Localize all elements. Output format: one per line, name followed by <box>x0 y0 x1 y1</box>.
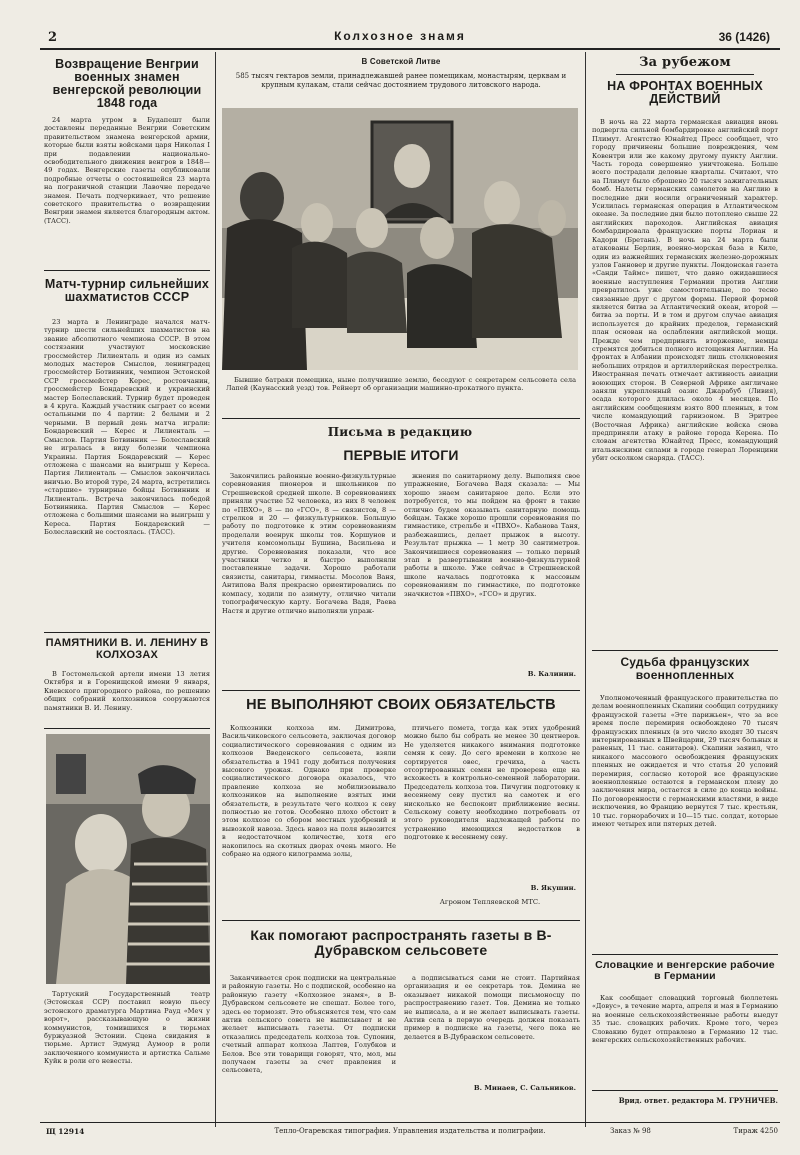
prisoners-text: Уполномоченный французского правительства по делам военнопленных Скапини сообщил сотруднику французской газеты «Эте парижьен», что за все время после перемирия освобождено 70 тысяч французских пленных (в это число входят 30 тысяч интернированных в Швейцарии, 29 тысяч больных и раненых, 11 тыс. санитаров). Скапини заявил, что никакого массового освобождения французских пленных не ожидается и что статья 20 условий перемирия, согласно которой все французские военнопленные остаются в германском плену до заключения мира, остается в силе до конца войны. По договоренности с германскими властями, в виде исключения, во Францию вернутся 7 тыс. крестьян, 10 тыс. горнорабочих и 10—15 тыс. солдат, которые имеют четырех или пятерых детей. <box>592 694 778 829</box>
abroad-headline: НА ФРОНТАХ ВОЕННЫХ ДЕЙСТВИЙ <box>607 80 763 107</box>
letters-rubric: Письма в редакцию <box>327 426 473 439</box>
obligations-signature-role: Агроном Тепляевской МТС. <box>439 898 541 906</box>
divider <box>592 1090 778 1091</box>
divider <box>592 954 778 955</box>
hungary-headline: Возвращение Венгрии военных знамен венгерской революции 1848 года <box>52 58 202 111</box>
obligations-text-col2: птичьего помета, тогда как этих удобрений можно было бы собрать не менее 30 центнеров. Не уделяется никакого внимания подготовке семян к севу. До сего времени в колхозе не сортируется овес, гречиха, а часть отсортированных семян не проверена еще на всхожесть в контрольно-семенной лаборатории. Председатель колхоза тов. Пичугин подготовку к весеннему севу пустил на самотек и его нисколько не беспокоит приближение весны. Сельскому совету необходимо потребовать от этого руководителя надлежащей работы по устранению имеющихся недостатков в подготовке к весеннему севу. <box>404 724 580 842</box>
abroad-rubric: За рубежом <box>639 56 731 70</box>
prisoners-article <box>592 694 778 950</box>
workers-text: Как сообщает словацкий торговый бюллетень «Довус», в течение марта, апреля и мая в Германию на военные сельскохозяйственные работы выедут 35 тыс. словацких рабочих. Кроме того, через Словакию будет отправлено в Германию 12 тыс. венгерских сельскохозяйственных рабочих. <box>592 994 778 1045</box>
lenin-headline: ПАМЯТНИКИ В. И. ЛЕНИНУ В КОЛХОЗАХ <box>45 638 209 661</box>
divider <box>222 418 580 419</box>
chess-headline: Матч-турнир сильнейших шахматистов СССР <box>44 278 210 305</box>
letters-text-col2: жнения по санитарному делу. Выполняя свое упражнение, Богачева Вадя сказала: — Мы хорошо знаем санитарное дело. Если это потребуется, то мы пойдем на фронт в такие отлично будем оказывать санитарную помощь бойцам. Также хорошо прошли соревнования по гимнастике, стрельбе и «ПВХО». Кабанова Таня, разбежавшись, делает прыжок в высоту. Результат прыжка — 1 метр 30 сантиметров. Закончившиеся соревнования — только первый этап в развертывании военно-физкультурной работы в школе. Уже сейчас в Стрешневской школе началась подготовка к массовым соревнованиям по гимнастике, по подготовке значкистов «ПВХО», «ГСО» и других. <box>404 472 580 598</box>
footer-circulation: Тираж 4250 <box>733 1127 778 1135</box>
obligations-signature: В. Якушин. <box>530 884 576 892</box>
abroad-article <box>592 118 778 646</box>
rubric-underline <box>616 74 754 75</box>
chess-text: 23 марта в Ленинграде начался матч-турнир шести сильнейших шахматистов на звание абсолютного чемпиона СССР. В этом состязании участвуют московские гроссмейстер Лилиенталь и один из самых молодых мастеров Смыслов, ленинградец гроссмейстер Ботвинник, чемпион Эстонской ССР гроссмейстер Керес, ростовчанин, гроссмейстер Бондаревский и украинский мастер Болеславский. Турнир будет проведен в 4 круга. Каждый участник сыграет со всеми остальными по 4 партии: 2 белыми и 2 черными. В первый день матча играли: Бондаревский — Керес и Лилиенталь — Смыслов. Партия Ботвинник — Болеславский не игралась в виду болезни чемпиона Украины. Партия Бондаревский — Керес отложена с шансами на выигрыш у Кереса. Партия Лилиенталь — Смыслов закончилась вничью. Во второй туре, 24 марта, встретились «старшие» турнирные бойцы Ботвинник и Лилиенталь. Встреча закончилась победой Ботвинника. Партия Смыслов — Керес отложена с большими шансами на выигрыш у Кереса. Партия Бондаревский — Болеславский не состоялась. (ТАСС). <box>44 318 210 537</box>
newspapers-signatures: В. Минаев, С. Сальников. <box>473 1084 576 1092</box>
lithuania-caption-text: Бывшие батраки помещика, ныне получившие землю, беседуют с секретарем сельсовета села Лапей (Каунасский уезд) тов. Рейнерт об организации машинно-прокатного пункта. <box>226 376 576 393</box>
letters-article-col1 <box>222 472 396 682</box>
divider <box>222 690 580 691</box>
newspapers-article-col2 <box>404 974 580 1078</box>
newspapers-text-col2: а подписываться сами не стоит. Партийная организация и ее секретарь тов. Демина не оказывает никакой помощи письмоносцу по распространению газет. Тов. Демина не только не выписала, а и не желает выписывать газеты. Актив села в первую очередь должен показать пример в подписке на газеты, чего пока не делается в В-Дубравском сельсовете. <box>404 974 580 1041</box>
prisoners-headline: Судьба французских военнопленных <box>620 656 750 682</box>
issue-number: 36 (1426) <box>718 30 770 44</box>
lithuania-headline: В Советской Литве <box>361 58 441 66</box>
workers-headline: Словацкие и венгерские рабочие в Германии <box>595 960 775 983</box>
divider <box>44 270 210 271</box>
newspapers-headline: Как помогают распространять газеты в В-Дубравском сельсовете <box>250 928 552 958</box>
letters-headline: ПЕРВЫЕ ИТОГИ <box>343 448 459 463</box>
masthead-rule <box>40 48 780 50</box>
divider <box>222 920 580 921</box>
footer-rule <box>40 1122 780 1123</box>
theatre-caption-text: Тартуский Государственный театр (Эстонская ССР) поставил новую пьесу эстонского драматурга Мартина Рауд «Меч у ворот», рассказывающую о жизни коммунистов, томившихся в тюрьмах буржуазной Эстонии. Сцена свидания в тюрьме. Артист Эдмунд Аумоор в роли заключенного коммуниста и артистка Сальме Куйк в роли его невесты. <box>44 990 210 1066</box>
chess-article <box>44 318 210 628</box>
letters-signature: В. Калинин. <box>527 670 576 678</box>
obligations-article-col2 <box>404 724 580 880</box>
divider <box>44 728 210 729</box>
lenin-article <box>44 670 210 720</box>
abroad-text: В ночь на 22 марта германская авиация вновь подвергла сильной бомбардировке английский порт Плимут. Агентство Юнайтед Пресс сообщает, что городу причинены большие повреждения, чем Ковентри или же какому другому пункту Англии. Часть города совершенно уничтожена. Больше всего пострадали деловые кварталы. Считают, что на Плимут было сброшено 20 тысяч зажигательных бомб. Налеты германских самолетов на Англию в последние дни носили ограниченный характер. Усилилась германская операция в Атлантическом океане. За последние дни было потоплено свыше 22 английских пароходов. Английская авиация бомбардировала французские порты Лориан и Кадори (Бретань). В ночь на 24 марта были атакованы Берлин, военно-морская база в Киле, один из важнейших германских железно-дорожных узлов Ганновер и другие пункты. Лондонская газета «Санди Таймс» пишет, что давно ожидавшиеся военные наступления Германии против Англии превратилось уже самостоятельные, по тесно связанные друг с другом формы. Первой формой является битва за Атлантический океан, второй — битва за порты. И в том и другом случае авиация используется до крайних пределов, германский план основан на ослаблении английской мощи. Прежде чем предпринять вторжение, немцы стремятся добиться полного истощения Англии. На фронтах в Албании происходят лишь столкновения небольших отрядов и артиллерийская перестрелка. Иностранная печать отмечает активность авиации воюющих сторон. В Северной Африке англичане заняли укрепленный оазис Джарабуб (Ливия), осада которого длилась около 4 месяцев. По английским сообщениям взято 800 пленных, в том числе командующий гарнизоном. В Эритрее (Восточная Африка) английские войска снова предприняли атаку в районе города Керена. По словам агентства Юнайтед Пресс, командующий итальянскими силами в городе генерал Лоренцини убит осколком снаряда. (ТАСС). <box>592 118 778 463</box>
lenin-text: В Гостомельской артели имени 13 летия Октября и в Горенищской имени 9 января, Киевского пригородного района, по решению общих собраний колхозников сооружаются памятники В. И. Ленину. <box>44 670 210 712</box>
lithuania-lead: 585 тысяч гектаров земли, принадлежавшей ранее помещикам, монастырям, церквам и крупным кулакам, стали сейчас достоянием трудового литовского народа. <box>235 72 567 89</box>
obligations-text-col1: Колхозники колхоза им. Димитрова, Васильчиковского сельсовета, заключая договор социалистического соревнования с одним из колхозов Введенского сельсовета, взяли обязательства в 1941 году добиться получения высокого урожая. Однако при проверке социалистического договора оказалось, что правление колхоза не мобилизовывало колхозников на выполнение взятых ими обязательств, в результате чего колхоз к севу полностью не готов. Особенно плохо обстоит в этом колхозе со сбором местных удобрений и вывозкой навоза. Здесь навоз на поля вывозится в недостаточном количестве, хотя его накопилось на скотных дворах очень много. Не собрано на одного килограмма золы, <box>222 724 396 859</box>
footer-code: Щ 12914 <box>46 1127 85 1136</box>
newspapers-article-col1 <box>222 974 396 1116</box>
letters-article-col2 <box>404 472 580 668</box>
footer-order: Заказ № 98 <box>610 1127 651 1135</box>
theatre-caption <box>44 990 210 1118</box>
obligations-article-col1 <box>222 724 396 914</box>
editor-line: Врид. ответ. редактора М. ГРУНИЧЕВ. <box>618 1096 778 1105</box>
workers-article <box>592 994 778 1086</box>
newspapers-text-col1: Заканчивается срок подписки на центральные и районную газеты. Но с подпиской, особенно на районную газету «Колхозное знамя», в В-Дубравском сельсовете не спешат. Более того, здесь ее тормозят. Это объясняется тем, что сам актив сельского совета не выписывает и не желает выписывать газеты. От подписки отказались председатель колхоза тов. Супонин, счетный аппарат колхоза Лаптев, Голубков и Белов. Все эти товарищи говорят, что, мол, мы получаем газеты за счет правления и сельсовета, <box>222 974 396 1075</box>
footer-printer: Тепло-Огаревская типография. Управления издательства и полиграфии. <box>274 1127 546 1135</box>
page-number: 2 <box>48 30 58 45</box>
obligations-headline: НЕ ВЫПОЛНЯЮТ СВОИХ ОБЯЗАТЕЛЬСТВ <box>246 698 556 713</box>
hungary-text: 24 марта утром в Будапешт были доставлены переданные Венгрии Советским правительством знамена венгерской армии, которые были взяты войсками царя Николая I при подавлении национально-освободительного движения венгров в 1848—49 годах. Венгерские газеты опубликовали подробные отчеты о состоявшейся 23 марта на пограничной станции Лавочне передаче знамен. Печать подчеркивает, что решение советского правительства о возвращении Венгрии знамен является благородным актом. (ТАСС). <box>44 116 210 225</box>
column-rule-left <box>215 52 216 1127</box>
hungary-article <box>44 116 210 268</box>
theatre-photo <box>46 734 210 984</box>
divider <box>592 650 778 651</box>
letters-text-col1: Закончились районные военно-физкультурные соревнования пионеров и школьников по Стрешневской средней школе. В соревнованиях приняли участие 52 человека, из них 8 человек по «ПВХО», 8 — по «ГСО», 8 — связистов, 8 — стрелков и 20 — физкультурников. Большую работу по подготовке к этим соревнованиям проделали военрук школы тов. Коршунов и учителя комсомольцы Бушина, Васильева и другие. Соревнования показали, что все участники четко и быстро выполняли поставленные задачи. Хорошо работали связисты, санитары, гимнасты. Мосолов Ваня, Антипова Валя прекрасно ориентировались по компасу, ходили по азимуту, отлично читали топографическую карту. Богачева Вадя, Раева Настя и другие отлично выполняли упраж- <box>222 472 396 615</box>
newspaper-name: Колхозное знамя <box>334 30 466 43</box>
lithuania-photo <box>222 108 578 370</box>
column-rule-right <box>585 52 586 1127</box>
lithuania-caption <box>226 376 576 412</box>
divider <box>44 632 210 633</box>
